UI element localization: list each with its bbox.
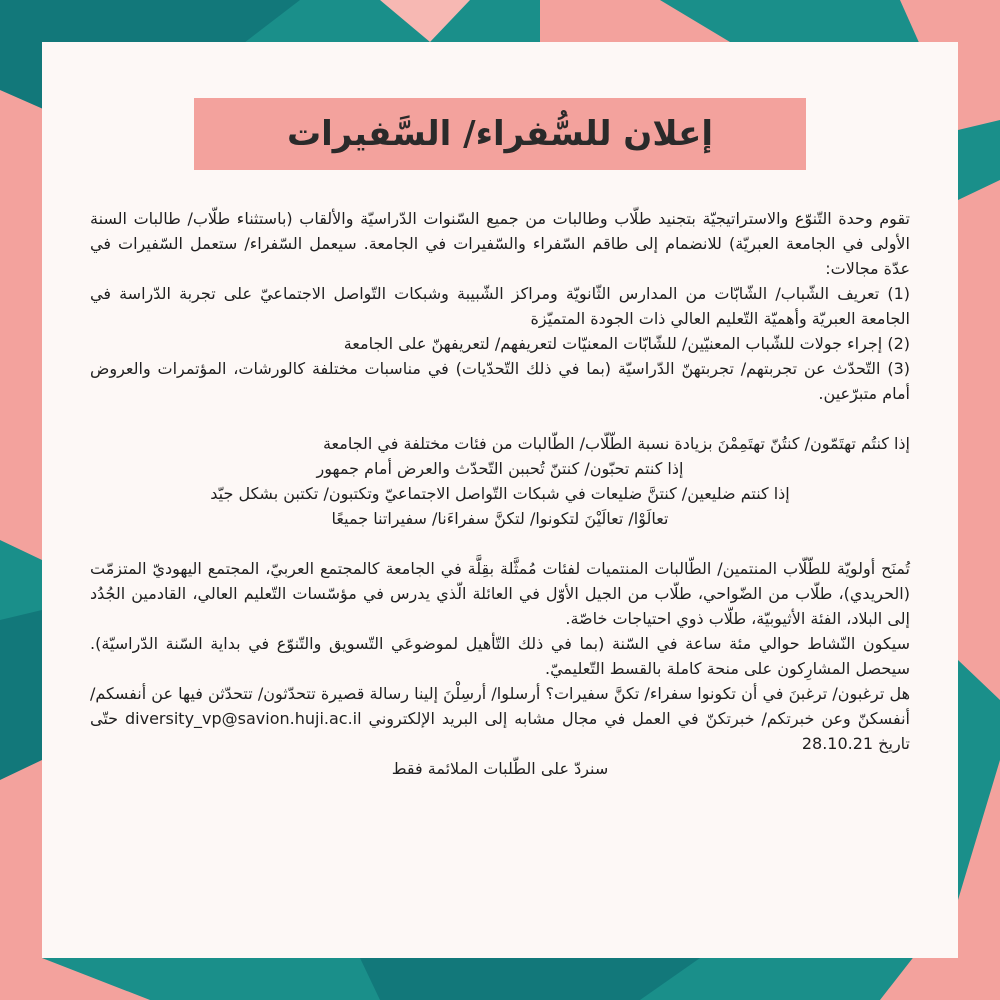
duty-item-3: (3) التّحدّث عن تجربتهم/ تجربتهنّ الدّراسيّة (بما في ذلك التّحدّيات) في مناسبات مختلفة كالورشات، المؤتمرات والعروض أمام متبرّعين. bbox=[90, 359, 910, 403]
apply-paragraph: هل ترغبون/ ترغبنَ في أن تكونوا سفراء/ تكنَّ سفيرات؟ أرسلوا/ أرسِلْنَ إلينا رسالة قصيرة تتحدّثون/ تتحدّثن فيها عن أنفسكم/ أنفسكنّ وعن خبرتكم/ خبرتكنّ في العمل في مجال مشابه إلى البريد الإلكتروني diversity_vp@savion.huji.ac.il حتّى تاريخ 28.10.21 bbox=[90, 684, 911, 753]
activity-paragraph: سيكون النّشاط حوالي مئة ساعة في السّنة (بما في ذلك التّأهيل لموضوعَي التّسويق والتّنوّع في بداية السّنة الدّراسيّة). سيحصل المشارِكون على منحة كاملة بالقسط التّعليميّ. bbox=[90, 634, 910, 678]
closing-line: سنردّ على الطّلبات الملائمة فقط bbox=[391, 759, 609, 778]
duty-item-2: (2) إجراء جولات للشّباب المعنيّين/ للشّابّات المعنيّات لتعريفهم/ لتعريفهنّ على الجامعة bbox=[343, 334, 910, 353]
duty-item-1: (1) تعريف الشّباب/ الشّابّات من المدارس الثّانويّة ومراكز الشّبيبة وشبكات التّواصل الاجتماعيّ على تجربة الدّراسة في الجامعة العبريّة وأهميّة التّعليم العالي ذات الجودة المتميّزة bbox=[90, 284, 910, 328]
announcement-body bbox=[90, 206, 910, 781]
pitch-line-2: إذا كنتم تحبّون/ كنتنّ تُحببن التّحدّث والعرض أمام جمهور bbox=[316, 459, 684, 478]
announcement-title: إعلان للسُّفراء/ السَّفيرات bbox=[286, 114, 714, 154]
pitch-line-4: تعالَوْا/ تعالَيْنَ لتكونوا/ لتكنَّ سفراءَنا/ سفيراتنا جميعًا bbox=[331, 509, 669, 528]
spacer bbox=[90, 406, 910, 431]
priority-paragraph: تُمنَح أولويّة للطّلّاب المنتمين/ الطّالبات المنتميات لفئات مُمثَّلة بقِلَّة في الجامعة كالمجتمع العربيّ، المجتمع اليهوديّ المتزمّت (الحريدي)، طلّاب من الضّواحي، طلّاب من الجيل الأوّل في العائلة الّذي يدرس في مؤسّسات التّعليم العالي، القادمين الجُدُد إلى البلاد، الفئة الأثيوبيّة، طلّاب ذوي احتياجات خاصّة. bbox=[90, 559, 910, 628]
announcement-card bbox=[42, 42, 958, 958]
pitch-line-1: إذا كنتُم تهتَمّون/ كنتُنّ تهتَمِمْنَ بزيادة نسبة الطّلّاب/ الطّالبات من فئات مختلفة في الجامعة bbox=[322, 434, 910, 453]
title-banner bbox=[194, 98, 806, 170]
spacer bbox=[90, 531, 910, 556]
pitch-line-3: إذا كنتم ضليعين/ كنتنَّ ضليعات في شبكات التّواصل الاجتماعيّ وتكتبون/ تكتبن بشكل جيّد bbox=[210, 484, 790, 503]
intro-paragraph: تقوم وحدة التّنوّع والاستراتيجيّة بتجنيد طلّاب وطالبات من جميع السّنوات الدّراسيّة والألقاب (باستثناء طلّاب/ طالبات السنة الأولى في الجامعة العبريّة) للانضمام إلى طاقم السّفراء والسّفيرات في الجامعة. سيعمل السّفراء/ ستعمل السّفيرات في عدّة مجالات: bbox=[90, 209, 910, 278]
